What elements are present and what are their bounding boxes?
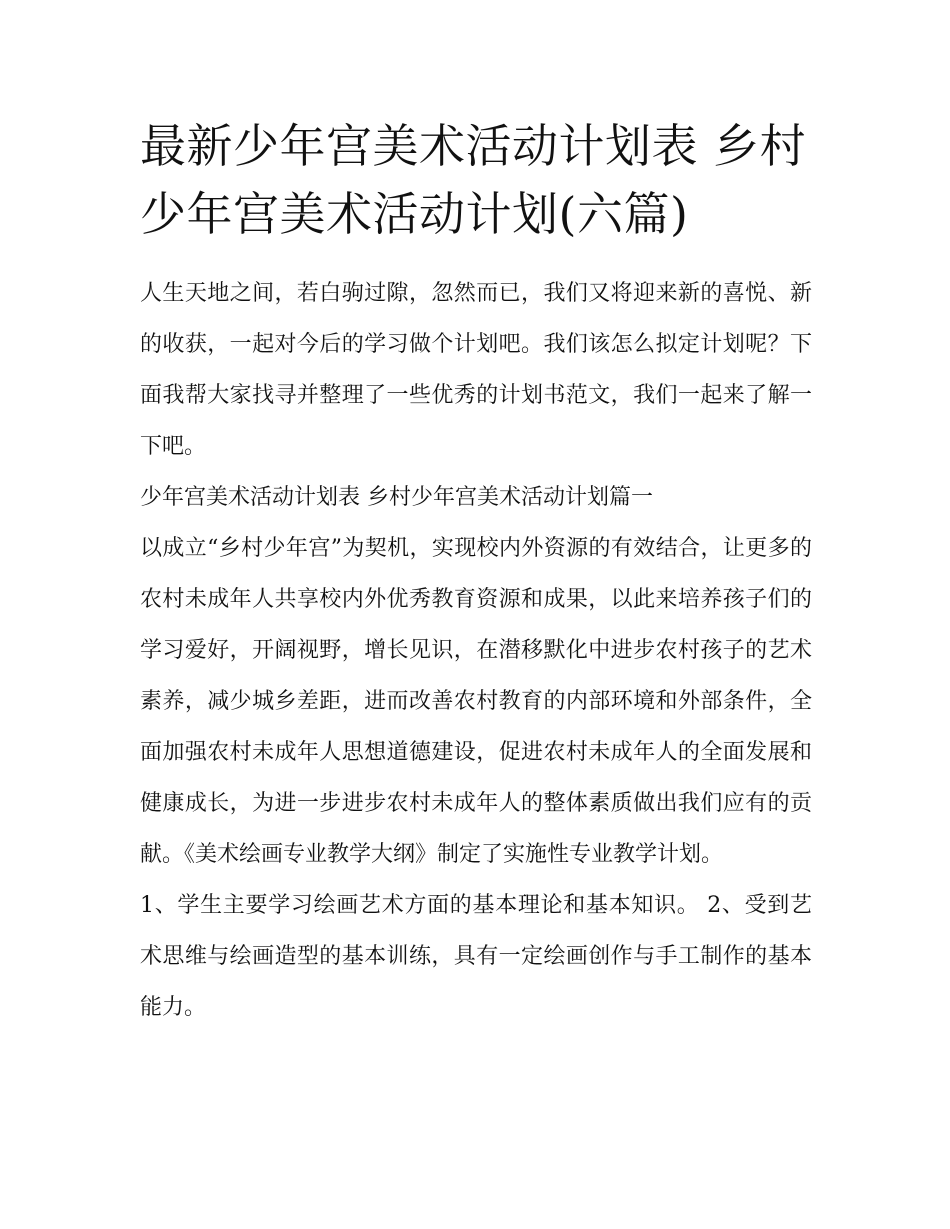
- body-paragraph-1: 以成立“乡村少年宫”为契机，实现校内外资源的有效结合，让更多的农村未成年人共享校内外优秀教育资源和成果，以此来培养孩子们的学习爱好，开阔视野，增长见识，在潜移默化中进步农村孩子的艺术素养，减少城乡差距，进而改善农村教育的内部环境和外部条件，全面加强农村未成年人思想道德建设，促进农村未成年人的全面发展和健康成长，为进一步进步农村未成年人的整体素质做出我们应有的贡献。《美术绘画专业教学大纲》制定了实施性专业教学计划。: [140, 536, 812, 867]
- document-title: 最新少年宫美术活动计划表 乡村少年宫美术活动计划(六篇): [140, 119, 807, 241]
- document-body: [140, 112, 812, 1033]
- intro-paragraph: 人生天地之间，若白驹过隙，忽然而已，我们又将迎来新的喜悦、新的收获，一起对今后的学习做个计划吧。我们该怎么拟定计划呢？下面我帮大家找寻并整理了一些优秀的计划书范文，我们一起来了解一下吧。: [140, 281, 812, 459]
- body-paragraph-2: 1、学生主要学习绘画艺术方面的基本理论和基本知识。 2、受到艺术思维与绘画造型的基本训练，具有一定绘画创作与手工制作的基本能力。: [140, 893, 812, 1020]
- section-heading: 少年宫美术活动计划表 乡村少年宫美术活动计划篇一: [140, 485, 653, 510]
